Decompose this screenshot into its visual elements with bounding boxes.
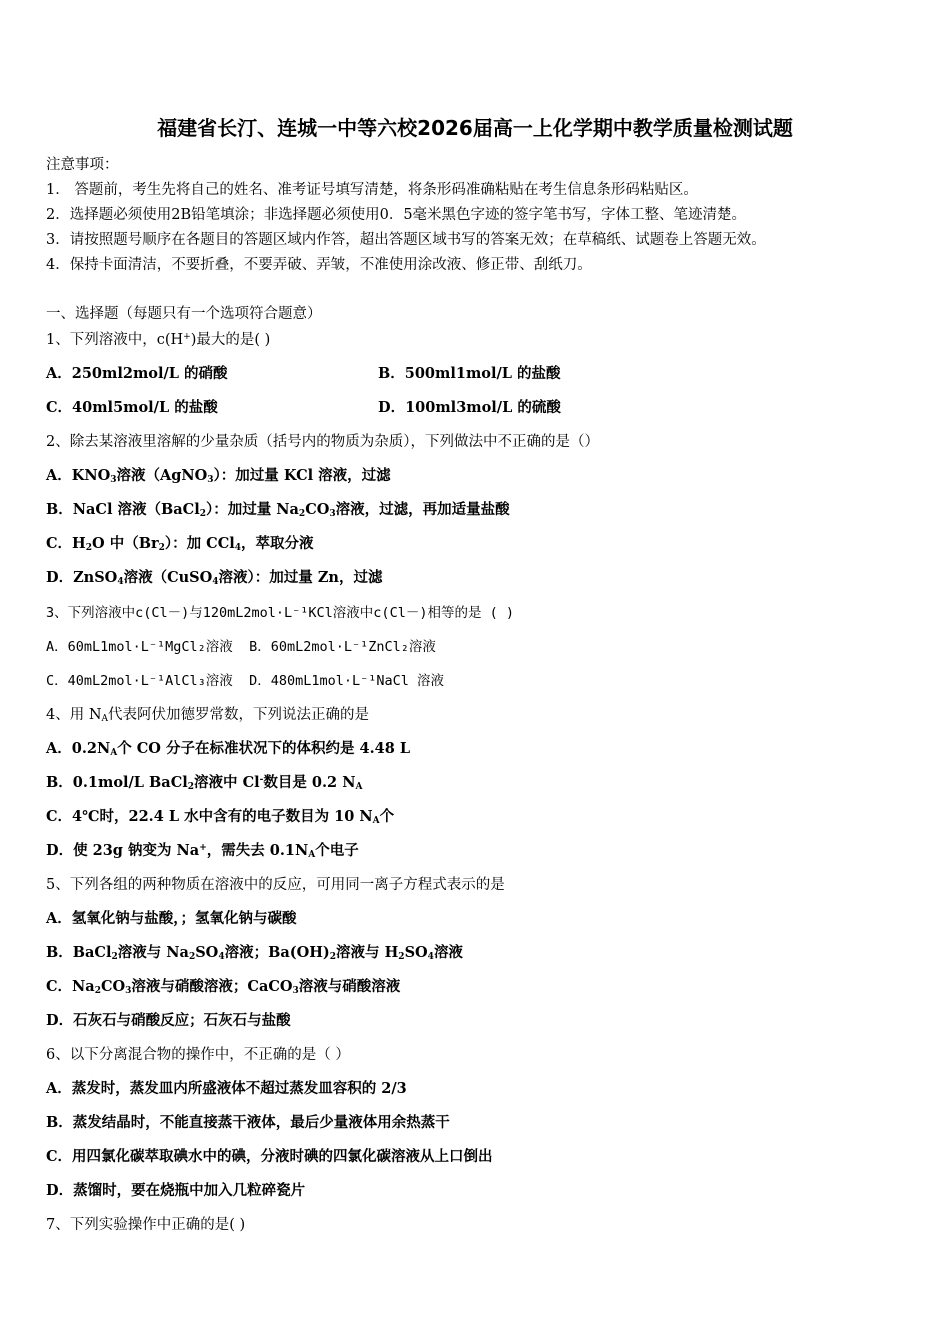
question-6-option-c: C．用四氯化碳萃取碘水中的碘，分液时碘的四氯化碳溶液从上口倒出 — [46, 1148, 493, 1165]
section-heading: 一、选择题（每题只有一个选项符合题意） — [46, 306, 322, 322]
question-3-option-c: C．40mL2mol·L⁻¹AlCl₃溶液 — [46, 673, 233, 689]
question-2-option-b: B．NaCl 溶液（BaCl$_2$）：加过量 $Na_2CO_3$溶液，过滤，再加适量盐酸 — [46, 501, 510, 519]
question-6-option-b: B．蒸发结晶时，不能直接蒸干液体，最后少量液体用余热蒸干 — [46, 1114, 450, 1131]
question-1-option-a: A．250ml2mol/L 的硝酸 — [46, 365, 228, 382]
question-6-option-a: A．蒸发时，蒸发皿内所盛液体不超过蒸发皿容积的 2/3 — [46, 1080, 407, 1097]
question-2-option-a: A．$KNO_3$溶液（AgNO$_3$）：加过量 KCl 溶液，过滤 — [46, 467, 391, 485]
question-5-option-c: C．$Na_2CO_3$溶液与硝酸溶液；CaCO$_3$溶液与硝酸溶液 — [46, 978, 401, 996]
question-6-stem: 6、以下分离混合物的操作中，不正确的是（ ） — [46, 1047, 350, 1063]
question-1-option-d: D．100ml3mol/L 的硫酸 — [378, 399, 561, 416]
question-1-option-c: C．40ml5mol/L 的盐酸 — [46, 399, 218, 416]
question-2-option-d: D．ZnSO$_4$溶液（CuSO$_4$溶液）：加过量 Zn，过滤 — [46, 569, 383, 587]
question-7-stem: 7、下列实验操作中正确的是( ) — [46, 1217, 246, 1233]
page-title: 福建省长汀、连城一中等六校2026届高一上化学期中教学质量检测试题 — [157, 116, 793, 140]
question-4-option-a: A．$0.2N_A$个 CO 分子在标准状况下的体积约是 4.48 L — [46, 740, 411, 758]
question-3-options-cd — [46, 669, 444, 689]
question-4-option-d: D．使 23g 钠变为 Na+，需失去 $0.1N_A$个电子 — [46, 842, 359, 860]
question-5-option-b: B．BaCl$_2$溶液与 $Na_2SO_4$溶液；$Ba(OH)_2$溶液与 $H_2SO_4$溶液 — [46, 944, 463, 962]
question-3-option-b: B．60mL2mol·L⁻¹ZnCl₂溶液 — [249, 639, 436, 655]
question-3-option-a: A．60mL1mol·L⁻¹MgCl₂溶液 — [46, 639, 233, 655]
question-2-stem: 2、除去某溶液里溶解的少量杂质（括号内的物质为杂质），下列做法中不正确的是（） — [46, 434, 599, 450]
question-4-stem: 4、用 $N_A$代表阿伏加德罗常数，下列说法正确的是 — [46, 707, 370, 724]
question-4-option-b: B．0.1mol/L BaCl$_2$溶液中 Cl-数目是 0.2 $N_A$ — [46, 774, 363, 792]
notice-item-4: 4．保持卡面清洁，不要折叠，不要弄破、弄皱，不准使用涂改液、修正带、刮纸刀。 — [46, 257, 592, 273]
question-4-option-c: C．4℃时，22.4 L 水中含有的电子数目为 10 $N_A$个 — [46, 808, 395, 826]
notice-item-3: 3．请按照题号顺序在各题目的答题区域内作答，超出答题区域书写的答案无效；在草稿纸、试题卷上答题无效。 — [46, 232, 766, 248]
question-2-option-c: C．$H_2O$ 中$(Br_2)$：加 CCl$_4$，萃取分液 — [46, 535, 314, 553]
question-3-option-d: D．480mL1mol·L⁻¹NaCl 溶液 — [249, 673, 445, 689]
question-5-option-d: D．石灰石与硝酸反应；石灰石与盐酸 — [46, 1012, 291, 1029]
notice-item-2: 2．选择题必须使用2B铅笔填涂；非选择题必须使用0．5毫米黑色字迹的签字笔书写，字体工整、笔迹清楚。 — [46, 207, 747, 223]
question-6-option-d: D．蒸馏时，要在烧瓶中加入几粒碎瓷片 — [46, 1182, 306, 1199]
question-1-option-b: B．500ml1mol/L 的盐酸 — [378, 365, 561, 382]
question-5-stem: 5、下列各组的两种物质在溶液中的反应，可用同一离子方程式表示的是 — [46, 877, 505, 893]
notice-item-1: 1． 答题前，考生先将自己的姓名、准考证号填写清楚，将条形码准确粘贴在考生信息条形码粘贴区。 — [46, 182, 698, 198]
question-3-options-ab — [46, 635, 436, 655]
question-1-stem: 1、下列溶液中，c(H+)最大的是( ) — [46, 332, 271, 348]
question-3-stem: 3、下列溶液中c(Cl－)与120mL2mol·L⁻¹KCl溶液中c(Cl－)相等的是 ( ) — [46, 605, 514, 621]
notice-heading: 注意事项： — [46, 157, 119, 173]
question-5-option-a: A．氢氧化钠与盐酸，；氢氧化钠与碳酸 — [46, 910, 297, 927]
